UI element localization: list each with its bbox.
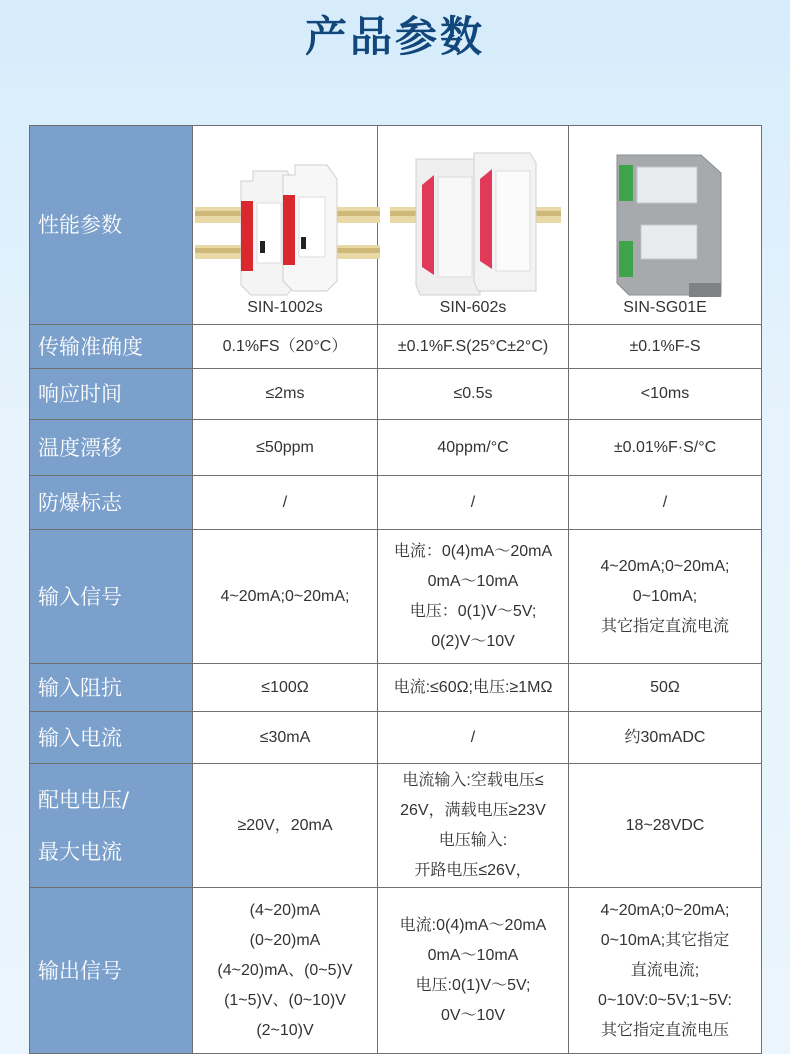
- spec-cell-line: (2~10)V: [256, 1021, 314, 1039]
- spec-row: [30, 530, 762, 664]
- spec-cell: [378, 712, 569, 764]
- spec-cell-line: ≤50ppm: [256, 438, 314, 456]
- spec-cell-line: 约30mADC: [624, 728, 706, 746]
- spec-cell-line: 0.1%FS（20°C）: [222, 337, 348, 355]
- spec-cell: [378, 420, 569, 476]
- product-cell-sin-sg01e: [569, 126, 762, 325]
- spec-cell-line: 0mA～10mA: [427, 946, 519, 964]
- spec-cell: [569, 712, 762, 764]
- spec-row-label-line: 最大电流: [38, 839, 122, 864]
- spec-cell: [378, 369, 569, 420]
- spec-cell-line: 4~20mA;0~20mA;: [600, 901, 730, 919]
- spec-row-label: 防爆标志: [30, 476, 193, 530]
- din-rail-isolator-grey-green-icon: [571, 145, 759, 305]
- product-cell-sin-602s: [378, 126, 569, 325]
- spec-cell: [193, 530, 378, 664]
- spec-cell: [569, 476, 762, 530]
- spec-cell: [193, 369, 378, 420]
- spec-cell-line: (0~20)mA: [249, 931, 321, 949]
- header-label: 性能参数: [30, 126, 193, 325]
- spec-row-label-line: 配电电压/: [38, 787, 130, 812]
- spec-cell-line: ≥20V，20mA: [237, 816, 333, 834]
- spec-row: [30, 664, 762, 712]
- spec-cell-line: (4~20)mA: [249, 901, 321, 919]
- spec-cell: [569, 888, 762, 1054]
- spec-row: [30, 888, 762, 1054]
- spec-cell-line: 电流：0(4)mA～20mA: [393, 542, 553, 560]
- spec-cell-line: 0mA～10mA: [427, 572, 519, 590]
- spec-cell-line: ≤0.5s: [453, 385, 493, 402]
- spec-cell-line: 电流:0(4)mA～20mA: [399, 916, 547, 934]
- spec-cell: [193, 664, 378, 712]
- spec-cell: [378, 888, 569, 1054]
- spec-cell-line: 4~20mA;0~20mA;: [220, 587, 350, 605]
- spec-table: [29, 125, 762, 1054]
- spec-cell-line: <10ms: [640, 385, 690, 402]
- spec-cell-line: 0~10mA;: [632, 587, 698, 605]
- spec-row-label: 输入阻抗: [30, 664, 193, 712]
- spec-cell-line: 开路电压≤26V，: [414, 861, 532, 879]
- product-header-row: [30, 126, 762, 325]
- product-cell-sin-1002s: [193, 126, 378, 325]
- spec-cell-line: 其它指定直流电压: [600, 1021, 729, 1039]
- spec-row: [30, 369, 762, 420]
- spec-cell-line: ≤2ms: [265, 385, 305, 402]
- spec-cell-line: 0V～10V: [440, 1006, 506, 1024]
- spec-cell-line: (4~20)mA、(0~5)V: [217, 961, 353, 979]
- spec-cell: [569, 420, 762, 476]
- product-model-label: SIN-1002s: [247, 299, 323, 316]
- spec-cell: [569, 325, 762, 369]
- spec-row: [30, 712, 762, 764]
- spec-cell-line: 0~10mA;其它指定: [600, 931, 730, 949]
- spec-cell-line: 直流电流;: [630, 961, 700, 979]
- spec-cell: [193, 420, 378, 476]
- page-title: 产品参数: [304, 12, 485, 61]
- spec-row-label: 响应时间: [30, 369, 193, 420]
- spec-cell-line: 电压：0(1)V～5V;: [409, 602, 537, 620]
- spec-cell: [569, 369, 762, 420]
- spec-cell-line: 4~20mA;0~20mA;: [600, 557, 730, 575]
- product-model-label: SIN-602s: [439, 299, 507, 316]
- spec-cell: [569, 664, 762, 712]
- spec-row-label: 输出信号: [30, 888, 193, 1054]
- spec-cell-line: ±0.1%F.S(25°C±2°C): [397, 337, 549, 355]
- spec-row-label: 传输准确度: [30, 325, 193, 369]
- spec-cell-line: ≤30mA: [259, 728, 311, 746]
- din-rail-isolator-white-red-icon: [380, 145, 566, 305]
- spec-cell: [569, 764, 762, 888]
- spec-cell-line: 26V，满载电压≥23V: [400, 801, 546, 819]
- spec-cell: [378, 325, 569, 369]
- spec-cell-line: /: [470, 728, 476, 746]
- spec-cell: [378, 530, 569, 664]
- spec-cell: [193, 712, 378, 764]
- spec-cell-line: 18~28VDC: [625, 816, 705, 834]
- spec-row-label: 输入信号: [30, 530, 193, 664]
- spec-row: [30, 325, 762, 369]
- spec-row-label: [30, 764, 193, 888]
- spec-cell-line: /: [662, 493, 668, 511]
- spec-cell-line: /: [282, 493, 288, 511]
- spec-row: [30, 420, 762, 476]
- spec-row-label: 输入电流: [30, 712, 193, 764]
- din-rail-isolator-red-white-icon: [195, 145, 375, 305]
- spec-cell-line: 40ppm/°C: [437, 438, 509, 456]
- spec-cell-line: 0(2)V～10V: [431, 632, 515, 650]
- spec-cell-line: 电流输入:空载电压≤: [402, 771, 544, 789]
- spec-cell: [193, 476, 378, 530]
- spec-cell: [193, 764, 378, 888]
- spec-cell-line: ±0.1%F-S: [629, 337, 701, 355]
- spec-cell: [378, 764, 569, 888]
- spec-cell: [193, 325, 378, 369]
- spec-cell-line: 0~10V:0~5V;1~5V:: [598, 991, 732, 1009]
- spec-row-label: 温度漂移: [30, 420, 193, 476]
- spec-cell-line: 电压:0(1)V～5V;: [415, 976, 531, 994]
- spec-cell-line: ≤100Ω: [261, 678, 309, 696]
- spec-cell-line: 电压输入:: [438, 831, 508, 849]
- spec-cell: [569, 530, 762, 664]
- product-model-label: SIN-SG01E: [623, 299, 707, 316]
- spec-row: [30, 764, 762, 888]
- spec-row: [30, 476, 762, 530]
- spec-cell-line: 电流:≤60Ω;电压:≥1MΩ: [393, 678, 553, 696]
- spec-cell: [193, 888, 378, 1054]
- spec-cell-line: ±0.01%F·S/°C: [613, 438, 717, 456]
- spec-cell: [378, 476, 569, 530]
- spec-cell-line: 其它指定直流电流: [600, 617, 729, 635]
- spec-cell-line: 50Ω: [650, 678, 680, 696]
- spec-cell-line: /: [470, 493, 476, 511]
- spec-cell: [378, 664, 569, 712]
- spec-cell-line: (1~5)V、(0~10)V: [224, 991, 346, 1009]
